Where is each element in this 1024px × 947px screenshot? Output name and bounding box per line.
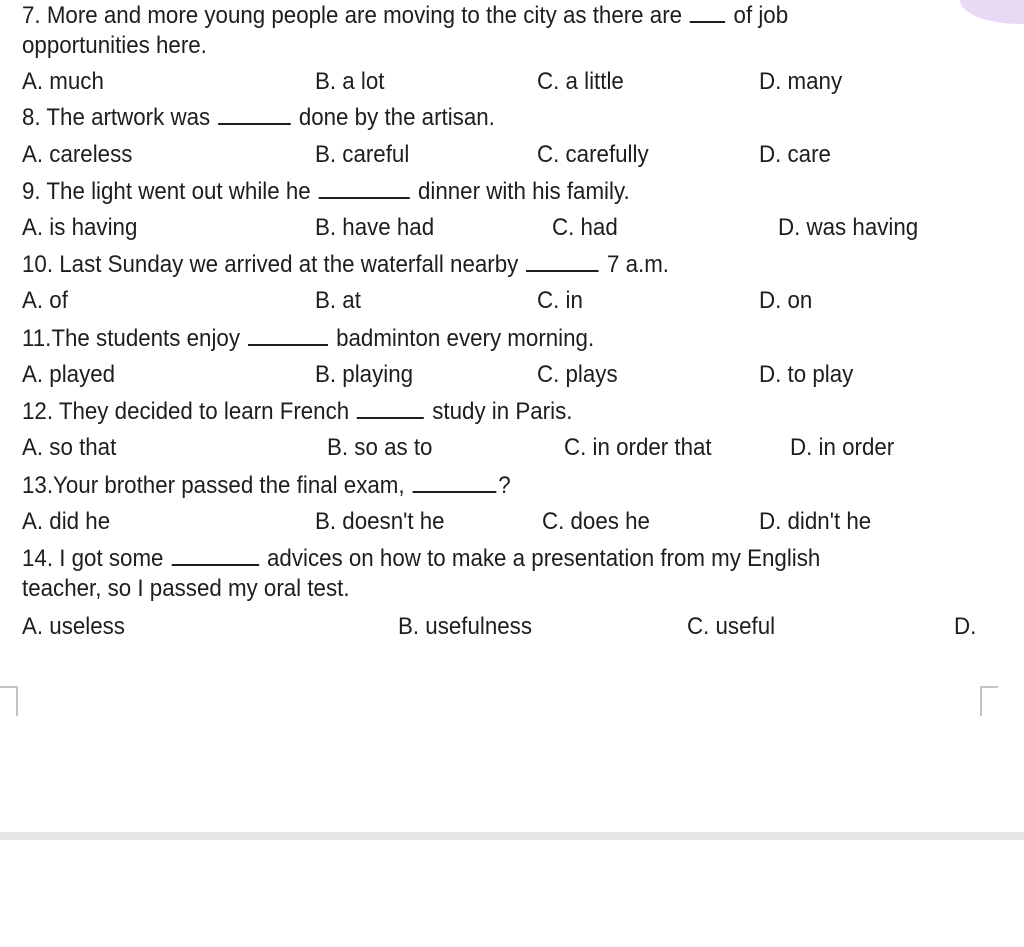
option-c: C. a little: [537, 68, 624, 95]
question-number: 7.: [22, 2, 41, 29]
option-c: C. had: [552, 214, 618, 241]
option-d: D. was having: [778, 214, 919, 241]
question-14-line-2: [22, 575, 929, 602]
option-d: D. care: [759, 141, 831, 168]
question-text: 7 a.m.: [606, 251, 670, 278]
question-text: The artwork was: [46, 104, 211, 131]
option-b: B. careful: [315, 141, 410, 168]
question-text: teacher, so I passed my oral test.: [22, 575, 350, 602]
answer-blank: [526, 252, 599, 272]
option-b: B. usefulness: [398, 613, 533, 640]
question-text: More and more young people are moving to the city as there are: [46, 2, 683, 29]
corner-tint: [960, 0, 1024, 24]
question-text: done by the artisan.: [298, 104, 495, 131]
question-number: 14.: [22, 545, 54, 572]
option-b: B. so as to: [327, 434, 433, 461]
option-a: A. useless: [22, 613, 125, 640]
question-14: [22, 545, 929, 572]
page-corner-mark-left: [0, 686, 18, 716]
option-d: D. didn't he: [759, 508, 872, 535]
answer-blank: [319, 179, 410, 199]
question-7-line-2: [22, 32, 929, 59]
question-number: 12.: [22, 398, 54, 425]
question-number: 13.: [22, 472, 54, 499]
option-b: B. playing: [315, 361, 414, 388]
option-d: D. in order: [790, 434, 895, 461]
question-number: 9.: [22, 178, 41, 205]
question-text: Your brother passed the final exam,: [53, 472, 405, 499]
option-d: D. to play: [759, 361, 854, 388]
answer-blank: [218, 105, 291, 125]
question-text: I got some: [59, 545, 164, 572]
question-12: [22, 398, 929, 425]
option-a: A. much: [22, 68, 104, 95]
option-c: C. plays: [537, 361, 618, 388]
option-c: C. useful: [687, 613, 776, 640]
page-corner-mark-right: [980, 686, 998, 716]
option-a: A. did he: [22, 508, 111, 535]
question-8: [22, 104, 929, 131]
question-13: [22, 472, 929, 499]
option-a: A. so that: [22, 434, 117, 461]
question-9: [22, 178, 929, 205]
option-d: D. on: [759, 287, 813, 314]
option-a: A. careless: [22, 141, 133, 168]
answer-blank: [248, 326, 328, 346]
question-text: The students enjoy: [51, 325, 240, 352]
option-c: C. in order that: [564, 434, 712, 461]
option-b: B. have had: [315, 214, 435, 241]
answer-blank: [690, 3, 725, 23]
option-a: A. is having: [22, 214, 138, 241]
option-b: B. doesn't he: [315, 508, 445, 535]
answer-blank: [172, 546, 259, 566]
answer-blank: [413, 473, 497, 493]
question-7: [22, 2, 929, 29]
answer-blank: [357, 399, 424, 419]
option-a: A. played: [22, 361, 116, 388]
question-number: 10.: [22, 251, 54, 278]
page-divider: [0, 832, 1024, 840]
question-text: They decided to learn French: [58, 398, 350, 425]
question-text: study in Paris.: [432, 398, 573, 425]
question-text: ?: [498, 472, 511, 499]
question-text: badminton every morning.: [336, 325, 595, 352]
question-text: opportunities here.: [22, 32, 207, 59]
question-text: of job: [733, 2, 789, 29]
option-c: C. does he: [542, 508, 650, 535]
option-c: C. carefully: [537, 141, 649, 168]
option-c: C. in: [537, 287, 583, 314]
question-number: 8.: [22, 104, 41, 131]
question-text: dinner with his family.: [417, 178, 630, 205]
question-text: The light went out while he: [46, 178, 311, 205]
option-d: D. many: [759, 68, 843, 95]
question-text: Last Sunday we arrived at the waterfall nearby: [59, 251, 519, 278]
question-10: [22, 251, 929, 278]
option-d: D.: [954, 613, 977, 640]
option-b: B. a lot: [315, 68, 385, 95]
option-a: A. of: [22, 287, 68, 314]
question-number: 11.: [22, 325, 52, 352]
question-11: [22, 325, 929, 352]
question-text: advices on how to make a presentation from my English: [267, 545, 821, 572]
option-b: B. at: [315, 287, 361, 314]
